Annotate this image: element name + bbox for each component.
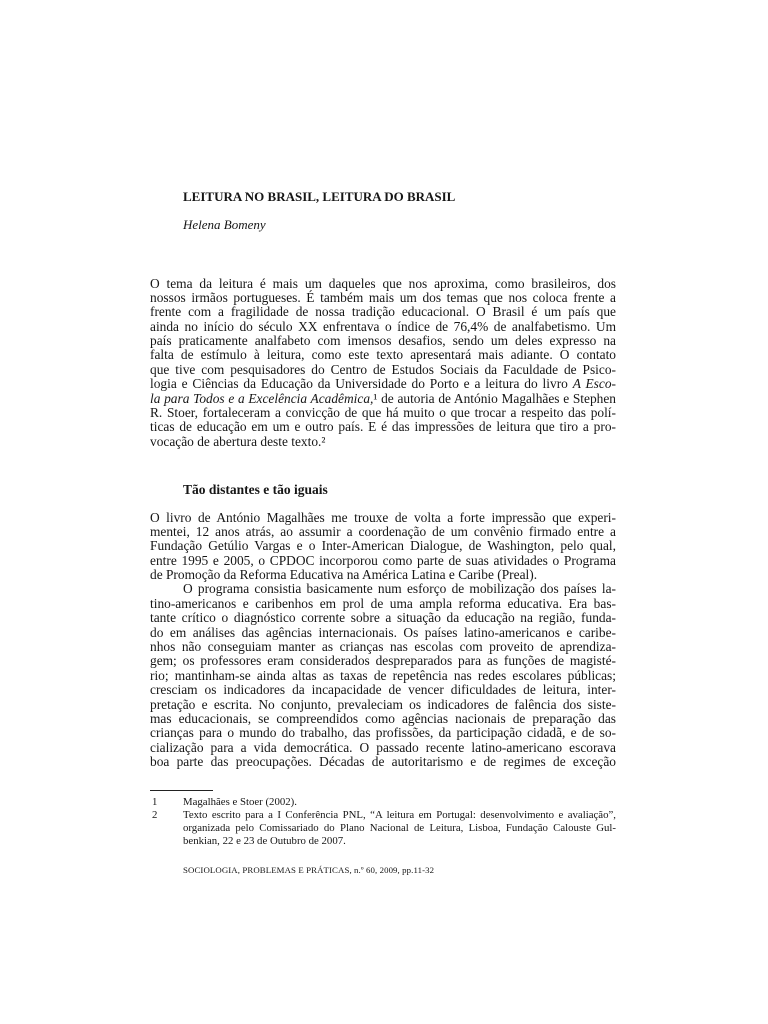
- text-line: O tema da leitura é mais um daqueles que nos aproxima, como brasileiros, dos: [150, 275, 616, 291]
- footnote-line: benkian, 22 e 23 de Outubro de 2007.: [183, 834, 346, 847]
- text-line: cresciam os indicadores da incapacidade de vencer dificuldades de leitura, inter-: [150, 682, 616, 698]
- text-line: frente com a fragilidade de nossa tradição educacional. O Brasil é um país que: [150, 304, 616, 320]
- paragraph: [150, 277, 616, 450]
- footnote-separator: [150, 790, 213, 791]
- footnote-text: [183, 809, 616, 848]
- text-line: mas educacionais, se compreendidos como agências nacionais de preparação das: [150, 710, 616, 726]
- footnote-number: 2: [152, 808, 158, 821]
- italic-text: A Esco-: [572, 376, 616, 392]
- text-line: do em análises das agências internacionais. Os países latino-americanos e caribe-: [150, 624, 616, 640]
- text-line: de Promoção da Reforma Educativa na América Latina e Caribe (Preal).: [150, 567, 538, 583]
- text-line: cialização para a vida democrática. O passado recente latino-americano escorava: [150, 739, 616, 755]
- text-line: ainda no início do século XX enfrentava o índice de 76,4% de analfabetismo. Um: [150, 318, 616, 334]
- text-line: país praticamente analfabeto com imensos desafios, sendo um deles expresso na: [150, 333, 616, 349]
- text-line: rio; mantinham-se ainda altas as taxas de repetência nas redes escolares públicas;: [150, 667, 616, 683]
- text-line: crianças para o mundo do trabalho, das profissões, da participação cidadã, e de so-: [150, 725, 616, 741]
- text-line: R. Stoer, fortaleceram a convicção de que há muito o que trocar a respeito das polí-: [150, 405, 616, 421]
- footnote: [150, 809, 616, 848]
- text-line: pretação e escrita. No conjunto, prevaleciam os indicadores de falência dos siste-: [150, 696, 616, 712]
- text-line: [150, 377, 616, 391]
- footnotes: [150, 796, 616, 848]
- footnote-line: Texto escrito para a I Conferência PNL, “A leitura em Portugal: desenvolvimento e avaliação”,: [183, 808, 616, 821]
- paragraph: [150, 511, 616, 583]
- text-line: mentei, 12 anos atrás, ao assumir a coordenação de um convênio firmado entre a: [150, 523, 616, 539]
- text-line: tante crítico o diagnóstico corrente sobre a situação da educação na região, funda-: [150, 610, 616, 626]
- section-body: [150, 511, 616, 770]
- article-title: LEITURA NO BRASIL, LEITURA DO BRASIL: [183, 189, 456, 204]
- text-line: Fundação Getúlio Vargas e o Inter-American Dialogue, de Washington, pelo qual,: [150, 538, 616, 554]
- footnote-line: organizada pelo Comissariado do Plano Nacional de Leitura, Lisboa, Fundação Calouste Gul-: [183, 821, 616, 834]
- footnote-number: 1: [152, 795, 158, 808]
- text-run: ¹ de autoria de António Magalhães e Stephen: [373, 390, 616, 406]
- text-line: falta de estímulo à leitura, como este texto apresentará mais adiante. O contato: [150, 347, 616, 363]
- text-line: boa parte das preocupações. Décadas de autoritarismo e de regimes de exceção: [150, 754, 616, 770]
- text-line: nhos não conseguiam manter as crianças nas escolas com proveito de aprendiza-: [150, 639, 616, 655]
- text-line: vocação de abertura deste texto.²: [150, 433, 326, 449]
- text-line: nossos irmãos portugueses. É também mais um dos temas que nos coloca frente a: [150, 289, 616, 305]
- intro-text: [150, 277, 616, 450]
- text-line: gem; os professores eram considerados despreparados para as funções de magisté-: [150, 653, 616, 669]
- text-line: que tive com pesquisadores do Centro de Estudos Sociais da Faculdade de Psico-: [150, 361, 616, 377]
- text-run: logia e Ciências da Educação da Universidade do Porto e a leitura do livro: [150, 376, 573, 392]
- italic-text: la para Todos e a Excelência Acadêmica,: [150, 390, 374, 406]
- text-line: ticas de educação em um e outro país. E é das impressões de leitura que tiro a pro-: [150, 419, 616, 435]
- footnote-line: Magalhães e Stoer (2002).: [183, 795, 297, 808]
- section-heading: Tão distantes e tão iguais: [183, 481, 328, 497]
- running-footer: SOCIOLOGIA, PROBLEMAS E PRÁTICAS, n.º 60, 2009, pp.11-32: [183, 865, 435, 875]
- footnote: [150, 796, 616, 809]
- text-line: [150, 392, 616, 406]
- text-line: O programa consistia basicamente num esforço de mobilização dos países la-: [183, 581, 616, 597]
- article-author: Helena Bomeny: [183, 217, 266, 232]
- text-line: entre 1995 e 2005, o CPDOC incorporou como parte de suas atividades o Programa: [150, 552, 616, 568]
- text-line: O livro de António Magalhães me trouxe de volta a forte impressão que experi-: [150, 509, 616, 525]
- footnote-text: [183, 796, 616, 809]
- paragraph: [150, 582, 616, 769]
- text-line: tino-americanos e caribenhos em prol de uma ampla reforma educativa. Era bas-: [150, 595, 616, 611]
